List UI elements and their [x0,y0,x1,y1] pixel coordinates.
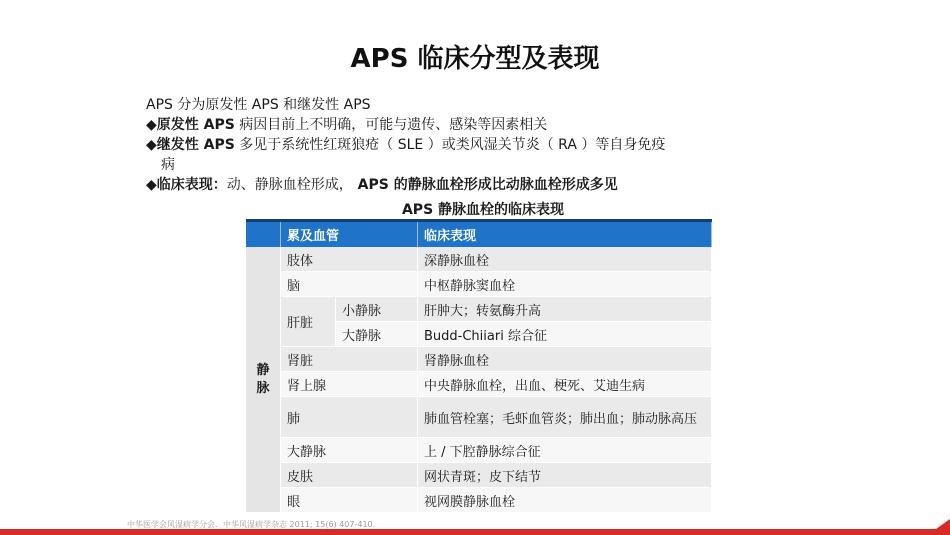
header-spacer [246,221,281,248]
bullet-clinical-text: 动、静脉血栓形成， [226,177,353,193]
cell-organ: 肾上腺 [281,372,418,397]
manifestation-table [246,219,712,513]
bullet-secondary [146,135,746,155]
table-row [246,463,712,488]
table-row [246,247,712,272]
bullet-secondary-cont: 病 [161,157,175,173]
group-label: 静脉 [246,247,281,513]
cell-organ: 脑 [281,272,418,297]
intro-line: APS 分为原发性 APS 和继发性 APS [146,97,371,113]
cell-manifest: 中央静脉血栓，出血、梗死、艾迪生病 [418,372,712,397]
bottom-accent-bar [0,529,950,535]
table-row [246,488,712,513]
cell-organ: 肢体 [281,247,418,272]
header-manifest: 临床表现 [418,221,712,248]
diamond-icon: ◆ [146,117,157,133]
bullet-clinical [146,175,746,195]
table-row [246,272,712,297]
citation-footer: 中华医学会风湿病学分会．中华风湿病学杂志 2011; 15(6) 407-410. [127,520,376,529]
cell-manifest: 肝肿大；转氨酶升高 [418,297,712,322]
cell-manifest: 上 / 下腔静脉综合征 [418,438,712,463]
corner-accent [936,519,950,529]
bullet-secondary-label: 继发性 APS [156,137,235,153]
bullet-primary [146,115,746,135]
table-row [246,397,712,438]
cell-manifest: Budd-Chiiari 综合征 [418,322,712,347]
table-row [246,372,712,397]
table-header [246,221,712,248]
bullet-secondary-text: 多见于系统性红斑狼疮（ SLE ）或类风湿关节炎（ RA ）等自身免疫 [234,137,666,153]
cell-organ: 大静脉 [281,438,418,463]
cell-organ: 肝脏 [281,297,336,347]
table-row [246,347,712,372]
cell-manifest: 中枢静脉窦血栓 [418,272,712,297]
cell-organ: 眼 [281,488,418,513]
bullet-clinical-label: 临床表现： [156,177,227,193]
bullet-primary-text: 病因目前上不明确，可能与遗传、感染等因素相关 [234,117,548,133]
bullet-list [146,95,746,195]
table-row [246,297,712,322]
cell-organ: 皮肤 [281,463,418,488]
slide-title: APS 临床分型及表现 [350,44,600,74]
bullet-clinical-emphasis: APS 的静脉血栓形成比动脉血栓形成多见 [352,177,618,193]
diamond-icon: ◆ [146,177,157,193]
header-vessel: 累及血管 [281,221,418,248]
cell-organ: 肺 [281,397,418,438]
cell-sub: 小静脉 [336,297,418,322]
cell-manifest: 肾静脉血栓 [418,347,712,372]
bullet-primary-label: 原发性 APS [156,117,235,133]
cell-manifest: 网状青斑；皮下结节 [418,463,712,488]
cell-sub: 大静脉 [336,322,418,347]
table-row [246,438,712,463]
cell-manifest: 视网膜静脉血栓 [418,488,712,513]
cell-manifest: 肺血管栓塞；毛虾血管炎；肺出血；肺动脉高压 [418,397,712,438]
diamond-icon: ◆ [146,137,157,153]
cell-manifest: 深静脉血栓 [418,247,712,272]
table-title: APS 静脉血栓的临床表现 [401,202,565,218]
cell-organ: 肾脏 [281,347,418,372]
